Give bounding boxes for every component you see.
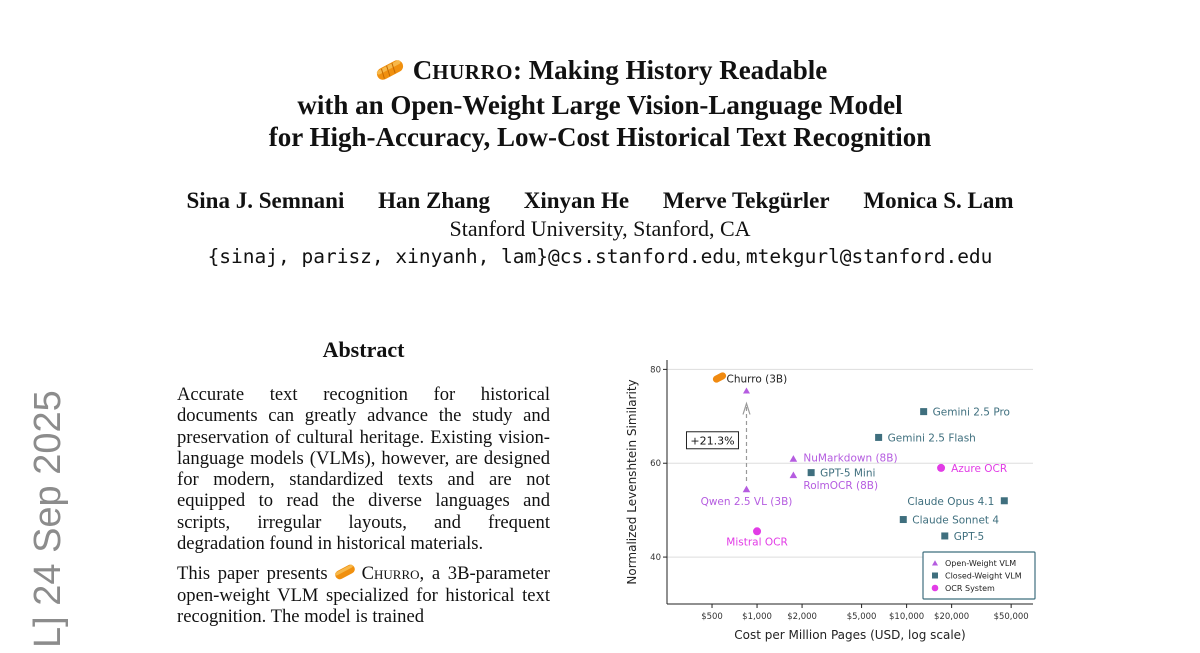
x-tick-label: $1,000 [742, 612, 772, 622]
author-emails [0, 245, 1200, 269]
improvement-label: +21.3% [690, 434, 735, 448]
abstract-model-name: Churro [361, 563, 420, 585]
y-tick-label: 60 [650, 459, 661, 470]
data-point-label: NuMarkdown (8B) [803, 452, 898, 465]
data-point-triangle [743, 388, 750, 394]
x-axis-label: Cost per Million Pages (USD, log scale) [734, 628, 966, 642]
data-point-label: Gemini 2.5 Flash [887, 432, 976, 445]
legend-label: Open-Weight VLM [945, 559, 1017, 568]
abstract-paragraph-1: Accurate text recognition for historical documents can greatly advance the study and preservation of cultural heritage. Existing vision-language models (VLMs), however, are designed for modern, standardized texts and are not equipped to read the diverse languages and scripts, irregular layouts, and frequent degradation found in historical materials. [177, 384, 550, 555]
affiliation: Stanford University, Stanford, CA [449, 216, 751, 241]
author: Han Zhang [378, 188, 490, 213]
author: Sina J. Semnani [186, 188, 345, 213]
data-point-label: Gemini 2.5 Pro [932, 406, 1011, 419]
churro-logo-icon [373, 58, 407, 82]
legend-label: Closed-Weight VLM [945, 571, 1022, 581]
x-tick-label: $50,000 [993, 612, 1029, 622]
data-point-square [941, 532, 948, 539]
data-point-square [1001, 497, 1008, 504]
data-point-label: Qwen 2.5 VL (3B) [700, 496, 793, 509]
cost-accuracy-chart [605, 352, 1050, 648]
abstract-body [177, 384, 550, 636]
data-point-label: RolmOCR (8B) [803, 479, 879, 492]
churro-marker [712, 371, 728, 384]
data-point-triangle [743, 486, 751, 493]
y-tick-label: 40 [650, 553, 661, 564]
x-tick-label: $20,000 [934, 612, 970, 622]
data-point-label: Azure OCR [951, 462, 1008, 475]
x-tick-label: $2,000 [787, 612, 817, 622]
x-tick-label: $500 [701, 612, 723, 622]
legend-label: OCR System [945, 584, 995, 593]
email: mtekgurl@stanford.edu [745, 245, 993, 268]
arxiv-stamp: L] 24 Sep 2025 [27, 390, 69, 648]
title-line-2: with an Open-Weight Large Vision-Language Model [297, 89, 903, 120]
legend-marker-circle [932, 585, 939, 592]
abstract-p2-rest: , a 3B-parameter open-weight VLM specialized for historical text recognition. The model is trained [177, 563, 550, 627]
data-point-square [875, 434, 882, 441]
scatter-plot [605, 352, 1050, 648]
data-point-label: Claude Sonnet 4 [912, 514, 1000, 527]
data-point-square [808, 469, 815, 476]
data-point-square [920, 408, 927, 415]
author-list [0, 188, 1200, 214]
email-group: {sinaj, parisz, xinyanh, lam}@cs.stanford.edu [207, 245, 736, 268]
data-point-label: Mistral OCR [726, 536, 788, 549]
churro-logo-icon [332, 563, 358, 581]
data-point-circle [753, 527, 761, 535]
email-separator: , [735, 246, 741, 268]
data-point-triangle [790, 455, 798, 462]
data-point-triangle [790, 472, 798, 479]
legend-marker-square [932, 573, 938, 579]
author: Merve Tekgürler [662, 188, 830, 213]
x-tick-label: $5,000 [846, 612, 877, 622]
data-point-label: GPT-5 [953, 530, 985, 543]
x-tick-label: $10,000 [889, 612, 925, 622]
y-axis-label: Normalized Levenshtein Similarity [625, 379, 639, 585]
paper-title [0, 54, 1200, 154]
data-point-label: Claude Opus 4.1 [907, 495, 995, 508]
abstract-p2-start: This paper presents [177, 563, 328, 585]
data-point-label: Churro (3B) [726, 373, 788, 386]
data-point-label: GPT-5 Mini [820, 467, 876, 480]
title-line-1: : Making History Readable [512, 55, 828, 85]
author: Xinyan He [523, 188, 630, 213]
author: Monica S. Lam [863, 188, 1014, 213]
data-point-square [900, 516, 907, 523]
title-churro-rest: HURRO [432, 60, 513, 84]
y-tick-label: 80 [650, 365, 661, 376]
abstract-heading: Abstract [322, 337, 405, 362]
abstract-paragraph-2 [177, 563, 550, 627]
title-churro-initial: C [412, 55, 433, 85]
data-point-circle [937, 464, 945, 472]
title-line-3: for High-Accuracy, Low-Cost Historical Text Recognition [268, 122, 932, 152]
